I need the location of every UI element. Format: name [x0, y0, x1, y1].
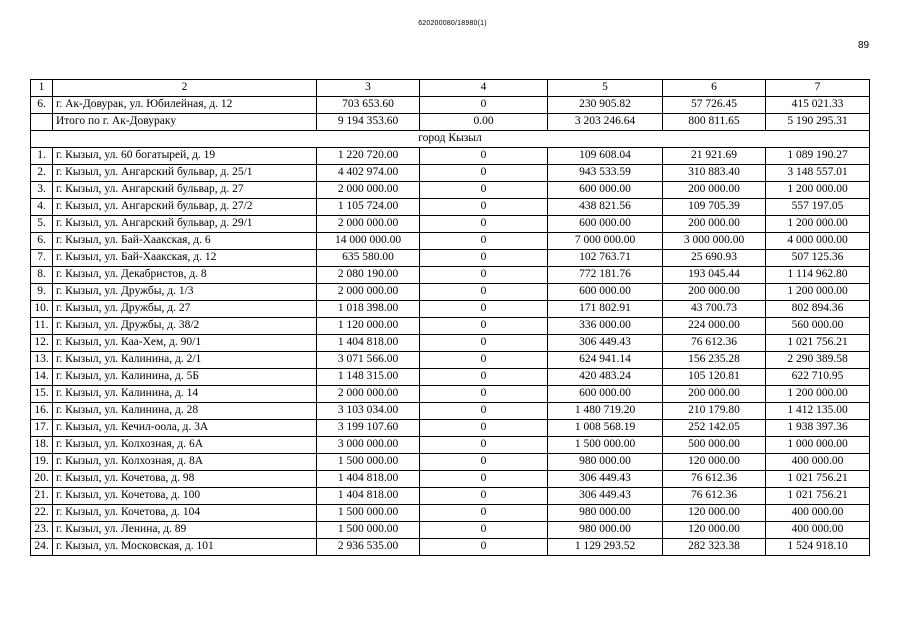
row-col3-value: 1 120 000.00: [317, 318, 420, 335]
row-col5-value: 943 533.59: [548, 165, 663, 182]
column-number-2: 2: [53, 80, 317, 97]
row-address: г. Кызыл, ул. Ангарский бульвар, д. 27: [53, 182, 317, 199]
row-col4-value: 0: [420, 250, 548, 267]
row-col7-value: 415 021.33: [766, 97, 870, 114]
row-col4-value: 0: [420, 539, 548, 556]
row-col7-value: 1 089 190.27: [766, 148, 870, 165]
table-row: [31, 216, 870, 233]
row-address: г. Кызыл, ул. Кочетова, д. 98: [53, 471, 317, 488]
table-row: [31, 352, 870, 369]
row-col3-value: 4 402 974.00: [317, 165, 420, 182]
row-col4-value: 0: [420, 284, 548, 301]
page-number: 89: [858, 40, 870, 51]
row-col6-value: 43 700.73: [663, 301, 766, 318]
column-number-6: 6: [663, 80, 766, 97]
row-number: 20.: [31, 471, 53, 488]
row-col6-value: 210 179.80: [663, 403, 766, 420]
row-number: 4.: [31, 199, 53, 216]
row-number: 6.: [31, 97, 53, 114]
row-number: 15.: [31, 386, 53, 403]
row-col4-value: 0: [420, 454, 548, 471]
row-col6-value: 120 000.00: [663, 505, 766, 522]
row-col4-value: 0: [420, 437, 548, 454]
row-col3-value: 2 000 000.00: [317, 284, 420, 301]
row-number: 24.: [31, 539, 53, 556]
row-col5-value: 600 000.00: [548, 284, 663, 301]
row-col3-value: 2 000 000.00: [317, 386, 420, 403]
row-col6-value: 252 142.05: [663, 420, 766, 437]
row-col6-value: 120 000.00: [663, 522, 766, 539]
row-col4-value: 0: [420, 335, 548, 352]
row-col6-value: 25 690.93: [663, 250, 766, 267]
row-col3-value: 2 000 000.00: [317, 216, 420, 233]
row-col7-value: 1 021 756.21: [766, 471, 870, 488]
row-col7-value: 507 125.36: [766, 250, 870, 267]
row-address: г. Кызыл, ул. Кечил-оола, д. 3А: [53, 420, 317, 437]
table-row: [31, 488, 870, 505]
table-row: [31, 471, 870, 488]
row-col3-value: 3 000 000.00: [317, 437, 420, 454]
row-col4-value: 0: [420, 386, 548, 403]
row-col4-value: 0: [420, 182, 548, 199]
row-col7-value: 400 000.00: [766, 454, 870, 471]
row-col7-value: 560 000.00: [766, 318, 870, 335]
row-col5-value: 600 000.00: [548, 216, 663, 233]
row-col6-value: 105 120.81: [663, 369, 766, 386]
table-body: [31, 80, 870, 556]
row-col5-value: 306 449.43: [548, 335, 663, 352]
row-col7-value: 1 524 918.10: [766, 539, 870, 556]
row-number: 12.: [31, 335, 53, 352]
row-col7-value: 1 200 000.00: [766, 216, 870, 233]
row-col3-value: 1 500 000.00: [317, 454, 420, 471]
column-number-5: 5: [548, 80, 663, 97]
row-col4-value: 0: [420, 216, 548, 233]
row-number: 2.: [31, 165, 53, 182]
row-address: г. Ак-Довурак, ул. Юбилейная, д. 12: [53, 97, 317, 114]
column-number-4: 4: [420, 80, 548, 97]
row-number: 9.: [31, 284, 53, 301]
row-address: г. Кызыл, ул. 60 богатырей, д. 19: [53, 148, 317, 165]
document-id: 620200080/18980(1): [418, 20, 487, 27]
row-col3-value: 2 080 190.00: [317, 267, 420, 284]
column-number-1: 1: [31, 80, 53, 97]
table-row: [31, 522, 870, 539]
row-number: 21.: [31, 488, 53, 505]
row-col4-value: 0: [420, 199, 548, 216]
row-col7-value: 1 938 397.36: [766, 420, 870, 437]
row-number: 11.: [31, 318, 53, 335]
row-address: г. Кызыл, ул. Бай-Хаакская, д. 12: [53, 250, 317, 267]
row-address: г. Кызыл, ул. Дружбы, д. 27: [53, 301, 317, 318]
row-col7-value: 5 190 295.31: [766, 114, 870, 131]
row-col4-value: 0: [420, 165, 548, 182]
row-number: 8.: [31, 267, 53, 284]
row-col5-value: 420 483.24: [548, 369, 663, 386]
row-col5-value: 980 000.00: [548, 505, 663, 522]
row-col7-value: 3 148 557.01: [766, 165, 870, 182]
row-col6-value: 193 045.44: [663, 267, 766, 284]
row-number: 10.: [31, 301, 53, 318]
row-col3-value: 1 404 818.00: [317, 488, 420, 505]
row-col7-value: 1 412 135.00: [766, 403, 870, 420]
row-number: 16.: [31, 403, 53, 420]
table-row: [31, 505, 870, 522]
row-col3-value: 703 653.60: [317, 97, 420, 114]
table-row: [31, 233, 870, 250]
row-col7-value: 557 197.05: [766, 199, 870, 216]
row-number: 14.: [31, 369, 53, 386]
row-number: 13.: [31, 352, 53, 369]
table-row: [31, 454, 870, 471]
row-col5-value: 624 941.14: [548, 352, 663, 369]
row-col5-value: 171 802.91: [548, 301, 663, 318]
table-row: [31, 539, 870, 556]
row-address: г. Кызыл, ул. Ангарский бульвар, д. 27/2: [53, 199, 317, 216]
row-col5-value: 600 000.00: [548, 182, 663, 199]
row-number: 7.: [31, 250, 53, 267]
table-row: [31, 97, 870, 114]
row-address: г. Кызыл, ул. Калинина, д. 2/1: [53, 352, 317, 369]
row-col6-value: 224 000.00: [663, 318, 766, 335]
table-row: [31, 318, 870, 335]
row-number: 1.: [31, 148, 53, 165]
row-col7-value: 1 000 000.00: [766, 437, 870, 454]
row-col3-value: 3 103 034.00: [317, 403, 420, 420]
row-col7-value: 622 710.95: [766, 369, 870, 386]
table-row: [31, 148, 870, 165]
row-col6-value: 120 000.00: [663, 454, 766, 471]
row-number: 22.: [31, 505, 53, 522]
row-col5-value: 230 905.82: [548, 97, 663, 114]
table-row: [31, 182, 870, 199]
row-col6-value: 76 612.36: [663, 488, 766, 505]
row-col5-value: 1 129 293.52: [548, 539, 663, 556]
section-title: город Кызыл: [31, 131, 870, 148]
row-col5-value: 438 821.56: [548, 199, 663, 216]
row-col6-value: 76 612.36: [663, 471, 766, 488]
row-col5-value: 600 000.00: [548, 386, 663, 403]
row-col6-value: 76 612.36: [663, 335, 766, 352]
row-col3-value: 1 105 724.00: [317, 199, 420, 216]
table-row: [31, 250, 870, 267]
section-row: [31, 131, 870, 148]
row-col4-value: 0: [420, 148, 548, 165]
row-address: г. Кызыл, ул. Колхозная, д. 6А: [53, 437, 317, 454]
table-row: [31, 335, 870, 352]
row-col3-value: 2 000 000.00: [317, 182, 420, 199]
row-col6-value: 800 811.65: [663, 114, 766, 131]
row-col4-value: 0: [420, 352, 548, 369]
row-col5-value: 306 449.43: [548, 488, 663, 505]
row-number: 6.: [31, 233, 53, 250]
row-address: г. Кызыл, ул. Ленина, д. 89: [53, 522, 317, 539]
row-col6-value: 200 000.00: [663, 216, 766, 233]
table-row: [31, 267, 870, 284]
row-number: 17.: [31, 420, 53, 437]
row-col4-value: 0: [420, 471, 548, 488]
table-row: [31, 437, 870, 454]
row-col7-value: 400 000.00: [766, 522, 870, 539]
row-col5-value: 3 203 246.64: [548, 114, 663, 131]
row-number: 23.: [31, 522, 53, 539]
row-col3-value: 1 404 818.00: [317, 471, 420, 488]
row-col3-value: 1 500 000.00: [317, 522, 420, 539]
table-row: [31, 284, 870, 301]
table-row: [31, 165, 870, 182]
row-col6-value: 200 000.00: [663, 386, 766, 403]
row-col3-value: 14 000 000.00: [317, 233, 420, 250]
row-col3-value: 1 018 398.00: [317, 301, 420, 318]
row-address: Итого по г. Ак-Довураку: [53, 114, 317, 131]
row-col6-value: 57 726.45: [663, 97, 766, 114]
row-number: 19.: [31, 454, 53, 471]
total-row: [31, 114, 870, 131]
row-col6-value: 21 921.69: [663, 148, 766, 165]
row-col6-value: 200 000.00: [663, 182, 766, 199]
row-col7-value: 1 200 000.00: [766, 284, 870, 301]
table-row: [31, 369, 870, 386]
row-col3-value: 2 936 535.00: [317, 539, 420, 556]
row-col7-value: 1 114 962.80: [766, 267, 870, 284]
table-row: [31, 403, 870, 420]
row-number: 3.: [31, 182, 53, 199]
row-col6-value: 500 000.00: [663, 437, 766, 454]
row-address: г. Кызыл, ул. Калинина, д. 14: [53, 386, 317, 403]
row-col5-value: 336 000.00: [548, 318, 663, 335]
row-address: г. Кызыл, ул. Бай-Хаакская, д. 6: [53, 233, 317, 250]
row-address: г. Кызыл, ул. Калинина, д. 28: [53, 403, 317, 420]
row-col5-value: 102 763.71: [548, 250, 663, 267]
row-address: г. Кызыл, ул. Дружбы, д. 1/3: [53, 284, 317, 301]
housing-register-table: [30, 79, 870, 556]
row-col5-value: 306 449.43: [548, 471, 663, 488]
row-col7-value: 1 021 756.21: [766, 488, 870, 505]
row-col5-value: 980 000.00: [548, 522, 663, 539]
row-col4-value: 0: [420, 505, 548, 522]
row-col3-value: 1 500 000.00: [317, 505, 420, 522]
row-col5-value: 1 008 568.19: [548, 420, 663, 437]
row-address: г. Кызыл, ул. Кочетова, д. 104: [53, 505, 317, 522]
table-row: [31, 386, 870, 403]
column-number-7: 7: [766, 80, 870, 97]
row-col4-value: 0: [420, 420, 548, 437]
row-col5-value: 980 000.00: [548, 454, 663, 471]
row-col5-value: 772 181.76: [548, 267, 663, 284]
row-col4-value: 0: [420, 233, 548, 250]
table-row: [31, 199, 870, 216]
table-row: [31, 301, 870, 318]
row-col3-value: 1 148 315.00: [317, 369, 420, 386]
row-address: г. Кызыл, ул. Московская, д. 101: [53, 539, 317, 556]
row-col4-value: 0: [420, 488, 548, 505]
row-address: г. Кызыл, ул. Декабристов, д. 8: [53, 267, 317, 284]
row-col4-value: 0: [420, 267, 548, 284]
row-col3-value: 9 194 353.60: [317, 114, 420, 131]
column-number-3: 3: [317, 80, 420, 97]
row-col3-value: 1 404 818.00: [317, 335, 420, 352]
row-address: г. Кызыл, ул. Ангарский бульвар, д. 29/1: [53, 216, 317, 233]
row-number: 5.: [31, 216, 53, 233]
row-col4-value: 0: [420, 318, 548, 335]
row-col6-value: 109 705.39: [663, 199, 766, 216]
row-col7-value: 1 200 000.00: [766, 386, 870, 403]
row-col3-value: 3 071 566.00: [317, 352, 420, 369]
row-col6-value: 200 000.00: [663, 284, 766, 301]
row-col5-value: 1 500 000.00: [548, 437, 663, 454]
row-col7-value: 802 894.36: [766, 301, 870, 318]
row-col6-value: 3 000 000.00: [663, 233, 766, 250]
row-col7-value: 1 200 000.00: [766, 182, 870, 199]
row-col3-value: 635 580.00: [317, 250, 420, 267]
row-col7-value: 400 000.00: [766, 505, 870, 522]
row-col5-value: 109 608.04: [548, 148, 663, 165]
row-number: [31, 114, 53, 131]
row-col5-value: 7 000 000.00: [548, 233, 663, 250]
row-address: г. Кызыл, ул. Ангарский бульвар, д. 25/1: [53, 165, 317, 182]
row-address: г. Кызыл, ул. Кочетова, д. 100: [53, 488, 317, 505]
row-col4-value: 0: [420, 522, 548, 539]
row-col7-value: 2 290 389.58: [766, 352, 870, 369]
row-col6-value: 156 235.28: [663, 352, 766, 369]
row-col6-value: 282 323.38: [663, 539, 766, 556]
row-col4-value: 0.00: [420, 114, 548, 131]
row-col4-value: 0: [420, 403, 548, 420]
row-col4-value: 0: [420, 301, 548, 318]
row-address: г. Кызыл, ул. Каа-Хем, д. 90/1: [53, 335, 317, 352]
row-col4-value: 0: [420, 97, 548, 114]
row-address: г. Кызыл, ул. Колхозная, д. 8А: [53, 454, 317, 471]
row-col7-value: 1 021 756.21: [766, 335, 870, 352]
row-col7-value: 4 000 000.00: [766, 233, 870, 250]
table-row: [31, 420, 870, 437]
row-number: 18.: [31, 437, 53, 454]
row-col3-value: 3 199 107.60: [317, 420, 420, 437]
row-address: г. Кызыл, ул. Дружбы, д. 38/2: [53, 318, 317, 335]
row-col4-value: 0: [420, 369, 548, 386]
row-address: г. Кызыл, ул. Калинина, д. 5Б: [53, 369, 317, 386]
row-col3-value: 1 220 720.00: [317, 148, 420, 165]
row-col5-value: 1 480 719.20: [548, 403, 663, 420]
column-number-row: [31, 80, 870, 97]
row-col6-value: 310 883.40: [663, 165, 766, 182]
